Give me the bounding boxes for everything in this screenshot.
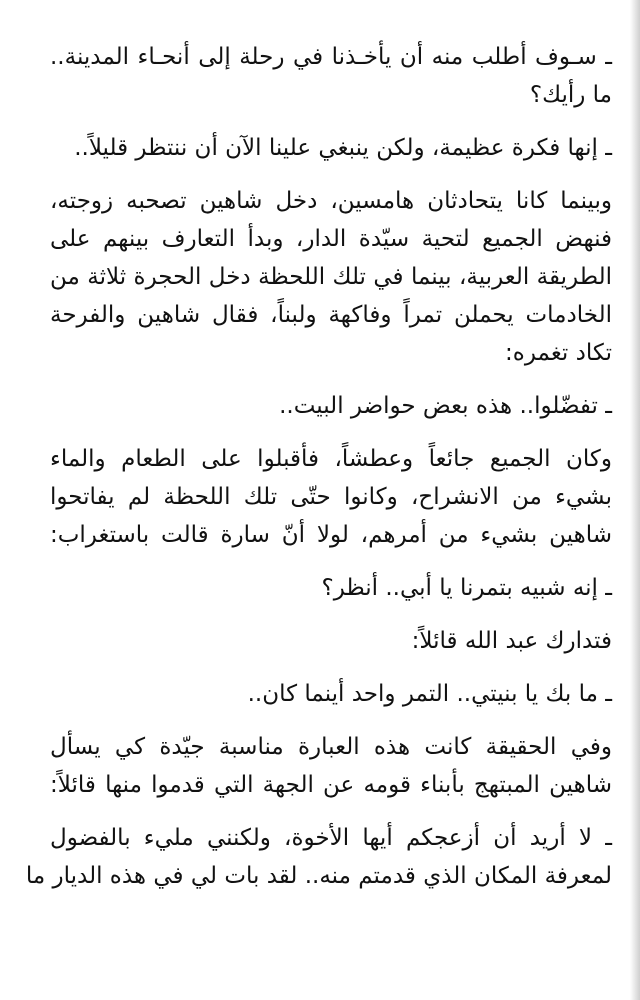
- paragraph-6: [50, 569, 612, 607]
- text-line: ـ إنه شبيه بتمرنا يا أبي.. أنظر؟: [321, 575, 612, 601]
- paragraph-8: [50, 675, 612, 713]
- text-line: ما رأيك؟: [529, 82, 612, 108]
- text-line: ـ تفضّلوا.. هذه بعض حواضر البيت..: [279, 393, 612, 419]
- text-line: الخادمات يحملن تمراً وفاكهة ولبناً، فقال شاهين والفرحة: [50, 302, 612, 328]
- text-line: ـ لا أريد أن أزعجكم أيها الأخوة، ولكنني مليء بالفضول: [50, 825, 612, 851]
- page-text: [25, 38, 612, 895]
- paragraph-2: [50, 129, 612, 167]
- text-line: وكان الجميع جائعاً وعطشاً، فأقبلوا على الطعام والماء: [50, 446, 612, 472]
- paragraph-7: [50, 622, 612, 660]
- paragraph-1: [50, 38, 612, 114]
- text-line: ـ ما بك يا بنيتي.. التمر واحد أينما كان..: [247, 681, 612, 707]
- paragraph-4: [50, 387, 612, 425]
- text-line: الطريقة العربية، بينما في تلك اللحظة دخل الحجرة ثلاثة من: [50, 264, 612, 290]
- text-line: تكاد تغمره:: [505, 340, 612, 366]
- paragraph-5: [50, 440, 612, 554]
- text-line: ـ إنها فكرة عظيمة، ولكن ينبغي علينا الآن أن ننتظر قليلاً..: [74, 135, 612, 161]
- text-line: وبينما كانا يتحادثان هامسين، دخل شاهين تصحبه زوجته،: [50, 188, 612, 214]
- text-line: ـ سـوف أطلب منه أن يأخـذنا في رحلة إلى أنحـاء المدينة..: [50, 44, 612, 70]
- text-line: فنهض الجميع لتحية سيّدة الدار، وبدأ التعارف بينهم على: [50, 226, 612, 252]
- text-line: فتدارك عبد الله قائلاً:: [411, 628, 612, 654]
- paragraph-3: [50, 182, 612, 372]
- paragraph-10: [25, 819, 612, 895]
- text-line: شاهين بشيء من أمرهم، لولا أنّ سارة قالت باستغراب:: [50, 522, 612, 548]
- text-line: شاهين المبتهج بأبناء قومه عن الجهة التي قدموا منها قائلاً:: [50, 772, 612, 798]
- text-line: وفي الحقيقة كانت هذه العبارة مناسبة جيّدة كي يسأل: [50, 734, 612, 760]
- text-line: لمعرفة المكان الذي قدمتم منه.. لقد بات لي في هذه الديار ما: [25, 863, 612, 889]
- text-line: بشيء من الانشراح، وكانوا حتّى تلك اللحظة لم يفاتحوا: [50, 484, 612, 510]
- paragraph-9: [50, 728, 612, 804]
